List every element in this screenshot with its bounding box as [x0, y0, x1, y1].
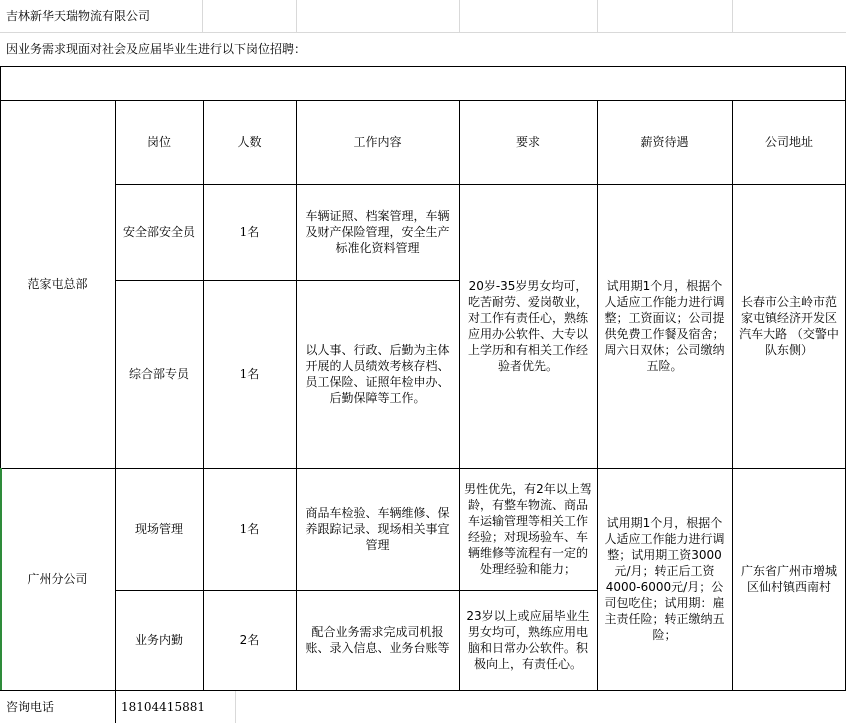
row-1-position: 安全部安全员 [122, 225, 195, 239]
grid-border [115, 184, 846, 185]
guangzhou-address [732, 468, 846, 690]
header-count: 人数 [237, 135, 262, 149]
company-name: 吉林新华天瑞物流有限公司 [6, 9, 151, 23]
row-4-duties-text: 配合业务需求完成司机报账、录入信息、业务台账等 [305, 625, 450, 655]
light-gridline [597, 0, 598, 32]
department-guangzhou: 广州分公司 [27, 572, 88, 586]
row-2-duties [296, 280, 459, 468]
header-requirements: 要求 [515, 135, 540, 149]
row-1-duties [296, 184, 459, 280]
row-2-position: 综合部专员 [128, 367, 189, 381]
selection-highlight [0, 468, 2, 690]
contact-label: 咨询电话 [6, 699, 55, 714]
grid-border [0, 66, 846, 67]
row-1-count: 1名 [239, 225, 260, 239]
row-3-position: 现场管理 [134, 522, 183, 536]
grid-border [296, 100, 297, 690]
guangzhou-salary-text: 试用期1个月，根据个人适应工作能力进行调整；试用期工资3000元/月；转正后工资4000-6000元/月；公司包吃住；试用期：雇主责任险；转正缴纳五险； [604, 516, 725, 642]
header-address: 公司地址 [764, 135, 813, 149]
department-fanjiatun: 范家屯总部 [27, 277, 88, 291]
light-gridline [732, 0, 733, 32]
grid-border [115, 590, 597, 591]
row-3-requirements [459, 468, 597, 590]
grid-border [597, 100, 598, 690]
row-3-count: 1名 [239, 522, 260, 536]
header-position: 岗位 [146, 135, 171, 149]
grid-border [203, 100, 204, 690]
header-duties: 工作内容 [353, 135, 402, 149]
grid-border [115, 280, 459, 281]
grid-border [732, 100, 733, 690]
row-1-duties-text: 车辆证照、档案管理，车辆及财产保险管理，安全生产标准化资料管理 [305, 209, 450, 255]
fanjiatun-salary-text: 试用期1个月，根据个人适应工作能力进行调整；工资面议；公司提供免费工作餐及宿舍；周六日双休；公司缴纳五险。 [604, 279, 725, 373]
light-gridline [296, 0, 297, 32]
row-3-duties-text: 商品车检验、车辆维修、保养跟踪记录、现场相关事宜管理 [305, 506, 450, 552]
grid-border [459, 100, 460, 690]
fanjiatun-address [732, 184, 846, 468]
row-3-duties [296, 468, 459, 590]
fanjiatun-requirements-text: 20岁-35岁男女均可，吃苦耐劳、爱岗敬业，对工作有责任心，熟练应用办公软件、大专以上学历和有相关工作经验者优先。 [467, 279, 588, 373]
grid-border [0, 468, 846, 469]
light-gridline [235, 690, 236, 723]
fanjiatun-requirements [459, 184, 597, 468]
row-4-duties [296, 590, 459, 690]
grid-border [115, 100, 116, 723]
row-4-position: 业务内勤 [134, 633, 183, 647]
guangzhou-salary [597, 468, 732, 690]
row-4-requirements [459, 590, 597, 690]
header-salary: 薪资待遇 [640, 135, 689, 149]
guangzhou-address-text: 广东省广州市增城区仙村镇西南村 [740, 564, 837, 594]
contact-phone: 18104415881 [121, 699, 205, 714]
grid-border [0, 690, 846, 691]
row-2-count: 1名 [239, 367, 260, 381]
grid-border [0, 100, 846, 101]
light-gridline [202, 0, 203, 32]
light-gridline [459, 0, 460, 32]
intro-text: 因业务需求现面对社会及应届毕业生进行以下岗位招聘： [6, 42, 307, 56]
fanjiatun-salary [597, 184, 732, 468]
row-4-count: 2名 [239, 633, 260, 647]
row-2-duties-text: 以人事、行政、后勤为主体开展的人员绩效考核存档、员工保险、证照年检申办、后勤保障等工作。 [305, 343, 450, 405]
fanjiatun-address-text: 长春市公主岭市范家屯镇经济开发区汽车大路 （交警中队东侧） [739, 295, 839, 357]
light-gridline [0, 32, 846, 33]
row-3-requirements-text: 男性优先，有2年以上驾龄，有整车物流、商品车运输管理等相关工作经验；对现场验车、车辆维修等流程有一定的处理经验和能力； [464, 482, 592, 576]
row-4-requirements-text: 23岁以上或应届毕业生男女均可，熟练应用电脑和日常办公软件。积极向上，有责任心。 [466, 609, 590, 671]
